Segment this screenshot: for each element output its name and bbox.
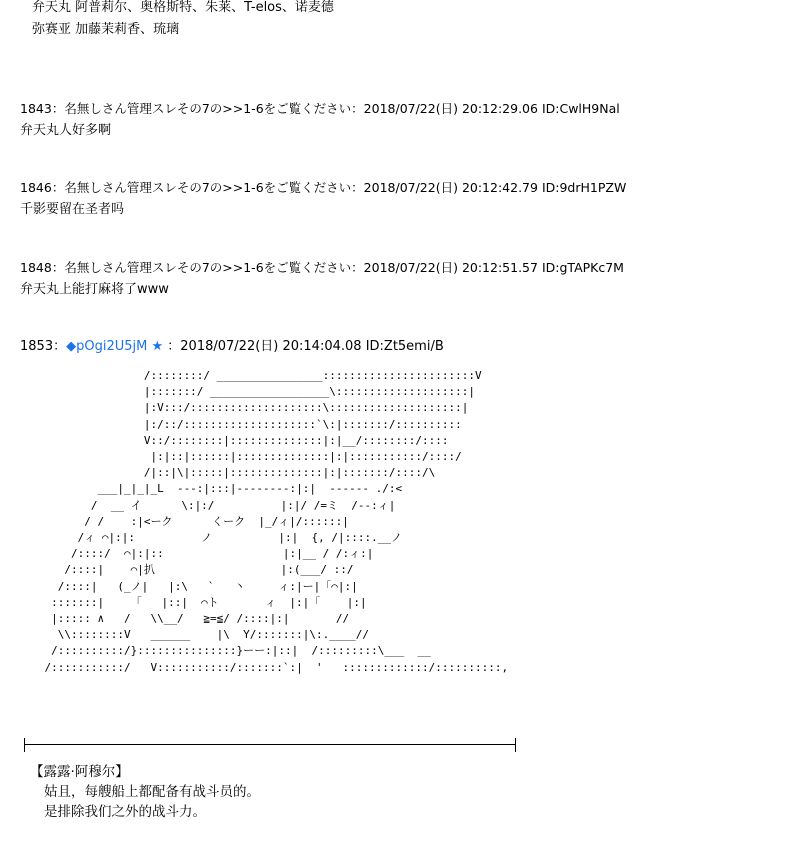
post-number: 1843 <box>20 101 52 116</box>
post-author: 名無しさん管理スレその7の>>1-6をご覧ください <box>64 260 352 275</box>
post <box>20 177 626 221</box>
post-header: 1846：名無しさん管理スレその7の>>1-6をご覧ください：2018/07/22(日) 20:12:42.79 ID:9drH1PZW <box>20 180 627 195</box>
post-body: 弁天丸上能打麻将了www <box>20 282 169 297</box>
post-header: 1848：名無しさん管理スレその7の>>1-6をご覧ください：2018/07/22(日) 20:12:51.57 ID:gTAPKc7M <box>20 260 624 275</box>
post-id: ID:CwlH9Nal <box>541 101 620 116</box>
ascii-art: /::::::::/ ________________:::::::::::::::::::::::V |:::::::/ __________________\::::::::::::::::::::| |:V:::/::::::::::::::::::::\::::::::::::::::::::| |:/::/::::::::::::::::::::`\:|:::::::/:::::::::: V::/::::::::|::::::::::::::|:|__/::::::::/:::: |:|::|::::::|::::::::::::::|:|:::::::::::/::::/ /|::|\|:::::|::::::::::::::|:|:::::::/::::/\ ___|_|_|_L ---:|:::|--------:|:| ------ ./:< / __ イ \:|:/ |:|/ /=ミ /--:ィ| / / :|<ーク くーク |_/ィ|/::::::| /ィ ⌒|:|: ノ |:| {, /|::::.__ノ /::::/ ⌒|:|:: |:|__ / /:ィ:| /::::| ⌒|扒 |:(___/ ::/ /::::| (_ノ| |:\ ` 丶 ィ:|ー|「⌒|:| :::::::| 「 |::| ⌒ト ィ |:|「 |:| |::::: ∧ / \\__/ ≧=≦/ /::::|:| // \\::::::::V ______ |\ Y/:::::::|\:.____// /::::::::::/}:::::::::::::::}ーー:|::| /:::::::::\___ __ /:::::::::::/ V:::::::::::/:::::::`:| ' :::::::::::::/::::::::::, <box>44 369 509 674</box>
main-post-header: 1853：◆pOgi2U5jM ★ ：2018/07/22(日) 20:14:04.08 ID:Zt5emi/B <box>20 339 444 354</box>
caption <box>30 762 260 822</box>
post-date: 2018/07/22(日) 20:12:29.06 <box>363 101 538 116</box>
post-date: 2018/07/22(日) 20:12:42.79 <box>363 180 538 195</box>
post-number: 1846 <box>20 180 52 195</box>
intro-line: 弥赛亚 加藤茉莉香、琉璃 <box>32 22 180 37</box>
intro-section <box>20 0 334 41</box>
post-number: 1853 <box>20 339 54 354</box>
ruler-tick-left <box>24 738 25 752</box>
post-date: 2018/07/22(日) 20:14:04.08 <box>180 339 362 354</box>
ruler-tick-right <box>515 738 516 752</box>
post-id: ID:gTAPKc7M <box>541 260 624 275</box>
post-author: 名無しさん管理スレその7の>>1-6をご覧ください <box>64 180 352 195</box>
post-body: 弁天丸人好多啊 <box>20 123 112 138</box>
post-id: ID:9drH1PZW <box>541 180 627 195</box>
divider-ruler <box>24 738 516 752</box>
post-id: ID:Zt5emi/B <box>365 339 444 354</box>
post-body: 千影要留在圣者吗 <box>20 202 125 217</box>
intro-line: 弁天丸 阿普莉尔、奥格斯特、朱莱、T-elos、诺麦德 <box>32 0 334 15</box>
dialogue-line: 是排除我们之外的战斗力。 <box>44 804 206 820</box>
post-number: 1848 <box>20 260 52 275</box>
dialogue-line: 姑且，每艘船上都配备有战斗员的。 <box>44 784 260 800</box>
trip-code-link[interactable]: ◆pOgi2U5jM ★ <box>66 339 164 354</box>
speaker-name: 【露露·阿穆尔】 <box>30 764 129 780</box>
ruler-line <box>24 744 516 745</box>
post-date: 2018/07/22(日) 20:12:51.57 <box>363 260 538 275</box>
post <box>20 257 624 301</box>
post-author: 名無しさん管理スレその7の>>1-6をご覧ください <box>64 101 352 116</box>
post <box>20 98 620 142</box>
post-header: 1843：名無しさん管理スレその7の>>1-6をご覧ください：2018/07/22(日) 20:12:29.06 ID:CwlH9Nal <box>20 101 620 116</box>
